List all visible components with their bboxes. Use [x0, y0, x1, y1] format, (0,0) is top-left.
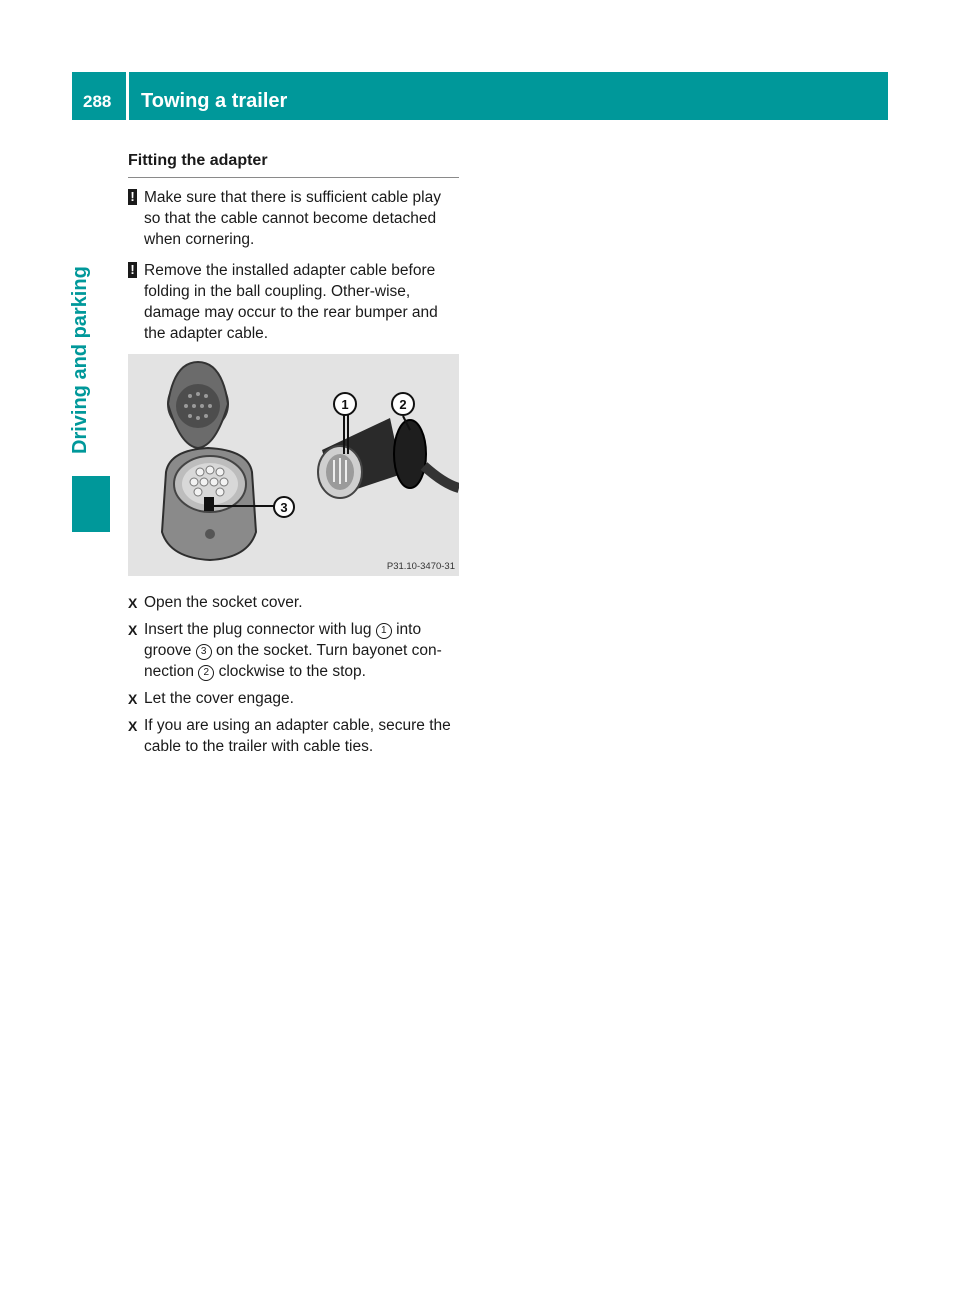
warning-text: Remove the installed adapter cable before folding in the ball coupling. Other-wise, damage may occur to the rear bumper and the adapter cable. [144, 262, 438, 342]
callout-1: 1 [341, 397, 349, 412]
content-column [128, 152, 459, 763]
callout-ref-3: 3 [196, 644, 212, 660]
step-text-part: into groove [144, 621, 422, 659]
side-tab-label: Driving and parking [69, 266, 91, 454]
warning-icon: ! [128, 262, 137, 278]
step-arrow-icon: X [128, 718, 138, 734]
instruction-step [128, 688, 459, 709]
instruction-step [128, 715, 459, 757]
callout-ref-2: 2 [198, 665, 214, 681]
callout-ref-1: 1 [376, 623, 392, 639]
step-arrow-icon: X [128, 622, 138, 638]
section-heading: Fitting the adapter [128, 152, 459, 178]
socket-illustration-drawing [128, 354, 459, 576]
figure-code: P31.10-3470-31 [386, 561, 455, 572]
page-number: 288 [83, 92, 112, 111]
header-divider [126, 72, 129, 120]
step-text-part: on the socket. Turn bayonet con-nection [144, 642, 442, 680]
step-text: Let the cover engage. [144, 690, 294, 707]
instruction-step [128, 619, 459, 682]
step-text: Open the socket cover. [144, 594, 303, 611]
step-text-part: clockwise to the stop. [214, 663, 366, 680]
callout-2: 2 [399, 397, 407, 412]
step-arrow-icon: X [128, 691, 138, 707]
instruction-step [128, 592, 459, 613]
callout-3: 3 [280, 500, 288, 515]
step-text-part: Insert the plug connector with lug [144, 621, 376, 638]
step-text: If you are using an adapter cable, secure the cable to the trailer with cable ties. [144, 717, 451, 755]
warning-paragraph [128, 260, 459, 344]
step-arrow-icon: X [128, 595, 138, 611]
page-title: Towing a trailer [141, 90, 288, 112]
warning-icon: ! [128, 189, 137, 205]
socket-illustration [128, 354, 459, 576]
side-tab [69, 140, 110, 532]
warning-paragraph [128, 187, 459, 250]
warning-text: Make sure that there is sufficient cable play so that the cable cannot become detached when cornering. [144, 189, 441, 248]
side-tab-marker [72, 476, 110, 532]
header-bar [72, 72, 888, 120]
